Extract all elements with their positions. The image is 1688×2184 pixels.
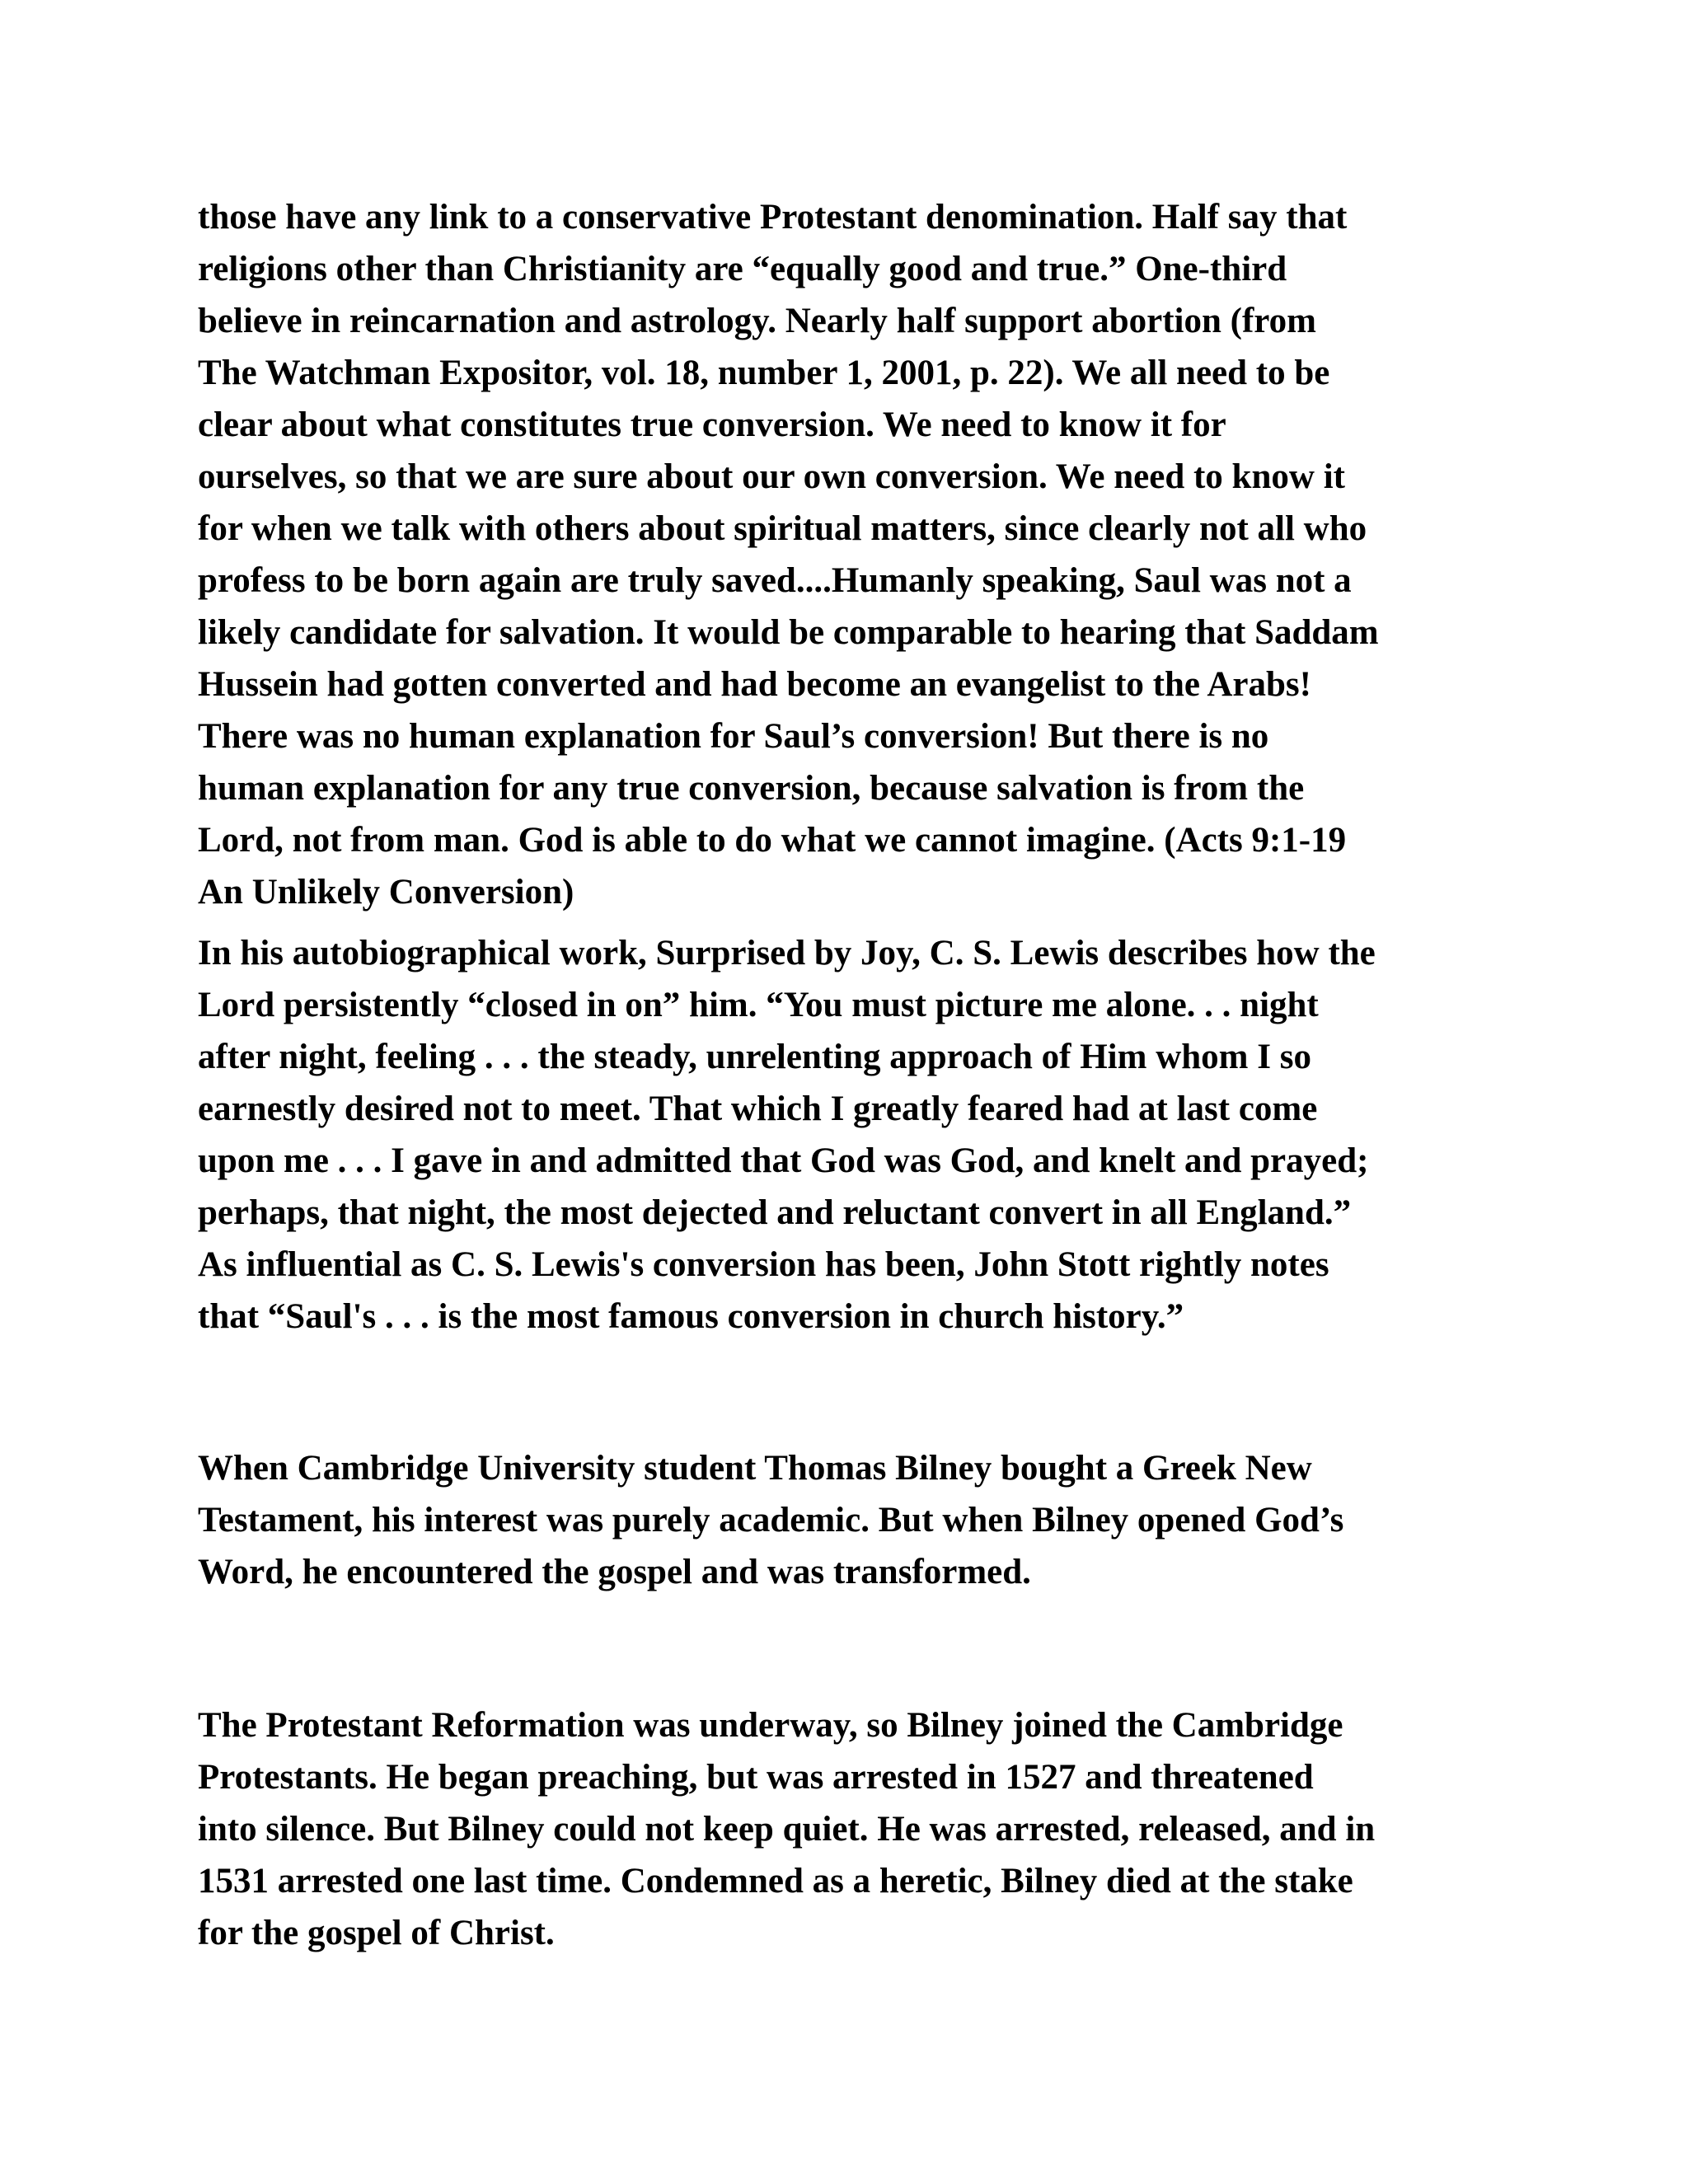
text-line: There was no human explanation for Saul’s conversion! But there is no xyxy=(198,717,1269,756)
text-line: religions other than Christianity are “equally good and true.” One-third xyxy=(198,250,1287,288)
text-line: profess to be born again are truly saved....Humanly speaking, Saul was not a xyxy=(198,561,1352,600)
text-line: earnestly desired not to meet. That which I greatly feared had at last come xyxy=(198,1090,1318,1128)
text-line: When Cambridge University student Thomas Bilney bought a Greek New xyxy=(198,1449,1312,1488)
text-line: The Protestant Reformation was underway, so Bilney joined the Cambridge xyxy=(198,1706,1343,1745)
text-line: those have any link to a conservative Protestant denomination. Half say that xyxy=(198,198,1348,237)
text-line: An Unlikely Conversion) xyxy=(198,873,574,912)
paragraph-cs-lewis xyxy=(198,927,1492,1343)
text-line: likely candidate for salvation. It would be comparable to hearing that Saddam xyxy=(198,613,1379,652)
text-line: Word, he encountered the gospel and was transformed. xyxy=(198,1553,1031,1591)
text-line: Protestants. He began preaching, but was arrested in 1527 and threatened xyxy=(198,1758,1314,1797)
text-line: As influential as C. S. Lewis's conversion has been, John Stott rightly notes xyxy=(198,1245,1329,1284)
text-line: into silence. But Bilney could not keep quiet. He was arrested, released, and in xyxy=(198,1810,1376,1849)
paragraph-conversion-survey xyxy=(198,191,1492,918)
text-line: perhaps, that night, the most dejected and reluctant convert in all England.” xyxy=(198,1193,1352,1232)
text-line: upon me . . . I gave in and admitted that God was God, and knelt and prayed; xyxy=(198,1141,1369,1180)
text-line: after night, feeling . . . the steady, unrelenting approach of Him whom I so xyxy=(198,1038,1311,1076)
text-line: human explanation for any true conversion, because salvation is from the xyxy=(198,769,1305,808)
text-line: Lord, not from man. God is able to do what we cannot imagine. (Acts 9:1-19 xyxy=(198,821,1347,860)
text-line: Hussein had gotten converted and had become an evangelist to the Arabs! xyxy=(198,665,1311,704)
text-line: The Watchman Expositor, vol. 18, number 1, 2001, p. 22). We all need to be xyxy=(198,354,1330,392)
text-line: Lord persistently “closed in on” him. “You must picture me alone. . . night xyxy=(198,986,1319,1024)
text-line: ourselves, so that we are sure about our own conversion. We need to know it xyxy=(198,457,1345,496)
paragraph-thomas-bilney xyxy=(198,1442,1492,1598)
text-line: In his autobiographical work, Surprised by Joy, C. S. Lewis describes how the xyxy=(198,934,1376,972)
text-line: Testament, his interest was purely academic. But when Bilney opened God’s xyxy=(198,1501,1344,1540)
text-line: for when we talk with others about spiritual matters, since clearly not all who xyxy=(198,509,1367,548)
text-line: 1531 arrested one last time. Condemned as a heretic, Bilney died at the stake xyxy=(198,1862,1353,1900)
paragraph-reformation xyxy=(198,1699,1492,1959)
text-line: believe in reincarnation and astrology. Nearly half support abortion (from xyxy=(198,302,1316,340)
text-line: that “Saul's . . . is the most famous conversion in church history.” xyxy=(198,1297,1184,1336)
text-line: for the gospel of Christ. xyxy=(198,1914,555,1952)
text-line: clear about what constitutes true conversion. We need to know it for xyxy=(198,405,1226,444)
